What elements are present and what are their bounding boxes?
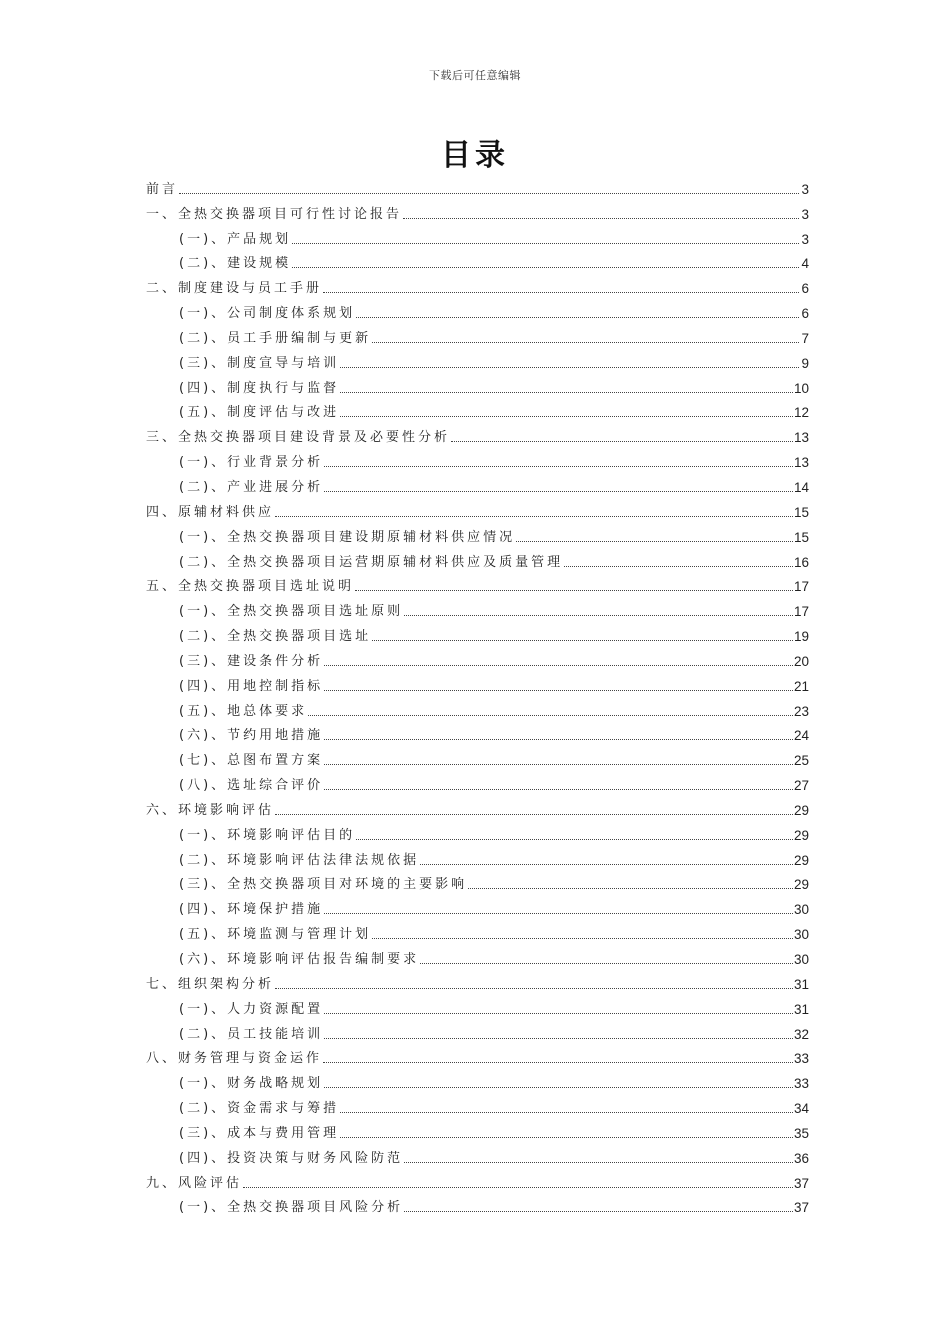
toc-subentry[interactable] (146, 324, 809, 349)
dot-leader (324, 1087, 793, 1088)
dot-leader (243, 1187, 793, 1188)
toc-page-number: 3 (801, 206, 809, 222)
toc-page-number: 31 (793, 1001, 809, 1017)
toc-entry[interactable] (146, 274, 809, 299)
toc-entry-title: 五、全热交换器项目选址说明 (146, 579, 355, 595)
toc-page-number: 24 (793, 728, 809, 744)
toc-subentry[interactable] (146, 548, 809, 573)
toc-page-number: 29 (793, 852, 809, 868)
toc-subentry[interactable] (146, 448, 809, 473)
dot-leader (355, 590, 793, 591)
toc-entry-title: 一、全热交换器项目可行性讨论报告 (146, 206, 403, 222)
dot-leader (404, 1211, 793, 1212)
toc-subentry[interactable] (146, 250, 809, 275)
toc-entry-title: (八)、选址综合评价 (179, 778, 324, 794)
toc-subentry[interactable] (146, 1094, 809, 1119)
toc-page-number: 7 (801, 330, 809, 346)
toc-entry-title: (四)、制度执行与监督 (179, 380, 340, 396)
toc-page-number: 29 (793, 802, 809, 818)
toc-subentry[interactable] (146, 523, 809, 548)
toc-subentry[interactable] (146, 697, 809, 722)
dot-leader (403, 218, 799, 219)
toc-entry-title: (一)、产品规划 (179, 231, 292, 247)
toc-page-number: 37 (793, 1175, 809, 1191)
toc-entry[interactable] (146, 970, 809, 995)
toc-page-number: 35 (793, 1125, 809, 1141)
dot-leader (372, 640, 793, 641)
toc-page-number: 14 (793, 479, 809, 495)
dot-leader (468, 888, 793, 889)
toc-entry[interactable] (146, 200, 809, 225)
dot-leader (292, 267, 799, 268)
toc-page-number: 6 (801, 306, 809, 322)
toc-subentry[interactable] (146, 647, 809, 672)
toc-subentry[interactable] (146, 1069, 809, 1094)
toc-entry[interactable] (146, 573, 809, 598)
dot-leader (516, 541, 793, 542)
toc-entry-title: (四)、投资决策与财务风险防范 (179, 1150, 404, 1166)
toc-entry-title: (二)、资金需求与筹措 (179, 1101, 340, 1117)
toc-page-number: 31 (793, 976, 809, 992)
dot-leader (275, 516, 793, 517)
toc-subentry[interactable] (146, 895, 809, 920)
toc-subentry[interactable] (146, 871, 809, 896)
dot-leader (372, 342, 799, 343)
toc-subentry[interactable] (146, 1144, 809, 1169)
toc-subentry[interactable] (146, 349, 809, 374)
toc-subentry[interactable] (146, 1194, 809, 1219)
dot-leader (340, 392, 793, 393)
toc-page-number: 21 (793, 678, 809, 694)
toc-subentry[interactable] (146, 374, 809, 399)
toc-page-number: 30 (793, 952, 809, 967)
dot-leader (404, 1162, 793, 1163)
toc-page-number: 20 (793, 653, 809, 669)
toc-entry-title: (二)、员工手册编制与更新 (179, 330, 372, 346)
dot-leader (324, 491, 793, 492)
dot-leader (292, 243, 799, 244)
dot-leader (308, 715, 793, 716)
dot-leader (404, 615, 793, 616)
toc-page-number: 12 (793, 405, 809, 421)
toc-page-number: 15 (793, 529, 809, 545)
dot-leader (420, 864, 793, 865)
toc-entry-title: 三、全热交换器项目建设背景及必要性分析 (146, 430, 451, 446)
toc-page-number: 23 (793, 703, 809, 719)
page-title: 目录 (441, 138, 509, 173)
toc-page-number: 16 (793, 554, 809, 570)
toc-subentry[interactable] (146, 945, 809, 970)
toc-entry-title: (三)、建设条件分析 (179, 653, 324, 669)
toc-subentry[interactable] (146, 746, 809, 771)
toc-subentry[interactable] (146, 1020, 809, 1045)
toc-subentry[interactable] (146, 672, 809, 697)
dot-leader (324, 690, 793, 691)
dot-leader (420, 963, 793, 964)
dot-leader (564, 566, 793, 567)
toc-page-number: 17 (793, 604, 809, 620)
toc-page-number: 3 (801, 181, 809, 197)
toc-entry-title: (三)、成本与费用管理 (179, 1125, 340, 1141)
toc-page-number: 6 (801, 281, 809, 297)
toc-entry-title: (一)、全热交换器项目建设期原辅材料供应情况 (179, 529, 516, 545)
toc-subentry[interactable] (146, 1119, 809, 1144)
toc-entry-title: (一)、环境影响评估目的 (179, 827, 356, 843)
dot-leader (324, 665, 793, 666)
toc-entry-title: (六)、环境影响评估报告编制要求 (179, 952, 420, 967)
toc-entry-title: (三)、全热交换器项目对环境的主要影响 (179, 877, 468, 893)
dot-leader (323, 1062, 793, 1063)
toc-subentry[interactable] (146, 771, 809, 796)
toc-entry-title: (一)、人力资源配置 (179, 1001, 324, 1017)
toc-entry-title: (二)、产业进展分析 (179, 479, 324, 495)
toc-page-number: 27 (793, 778, 809, 794)
toc-subentry[interactable] (146, 995, 809, 1020)
dot-leader (340, 367, 799, 368)
dot-leader (324, 764, 793, 765)
toc-entry[interactable] (146, 1169, 809, 1194)
toc-page-number: 13 (793, 455, 809, 471)
dot-leader (356, 317, 799, 318)
toc-entry-title: (一)、财务战略规划 (179, 1076, 324, 1092)
toc-entry[interactable] (146, 796, 809, 821)
dot-leader (324, 1038, 793, 1039)
toc-subentry[interactable] (146, 299, 809, 324)
toc-entry[interactable] (146, 423, 809, 448)
toc-entry-title: 七、组织架构分析 (146, 976, 275, 992)
dot-leader (340, 416, 793, 417)
toc-entry-title: 前言 (146, 181, 179, 197)
toc-page-number: 36 (793, 1150, 809, 1166)
toc-entry-title: (二)、全热交换器项目选址 (179, 629, 372, 645)
toc-entry-title: (一)、全热交换器项目风险分析 (179, 1200, 404, 1216)
toc-subentry[interactable] (146, 920, 809, 945)
toc-entry-title: (五)、制度评估与改进 (179, 405, 340, 421)
dot-leader (340, 1112, 793, 1113)
dot-leader (323, 292, 799, 293)
toc-page-number: 15 (793, 504, 809, 520)
toc-page-number: 4 (801, 256, 809, 272)
toc-entry-title: (一)、行业背景分析 (179, 455, 324, 471)
dot-leader (324, 789, 793, 790)
toc-page-number: 32 (793, 1026, 809, 1042)
dot-leader (179, 193, 799, 194)
toc-page-number: 34 (793, 1101, 809, 1117)
toc-entry-title: 九、风险评估 (146, 1175, 243, 1191)
toc-entry-title: (二)、员工技能培训 (179, 1026, 324, 1042)
toc-entry-title: (四)、用地控制指标 (179, 678, 324, 694)
toc-entry-title: (七)、总图布置方案 (179, 753, 324, 769)
toc-page-number: 3 (801, 231, 809, 247)
toc-page-number: 10 (793, 380, 809, 396)
dot-leader (372, 938, 793, 939)
header-note: 下载后可任意编辑 (429, 69, 521, 82)
toc-page-number: 29 (793, 827, 809, 843)
dot-leader (451, 441, 793, 442)
toc-entry-title: (二)、建设规模 (179, 256, 292, 272)
dot-leader (324, 739, 793, 740)
dot-leader (275, 988, 793, 989)
toc-entry-title: 六、环境影响评估 (146, 802, 275, 818)
dot-leader (324, 466, 793, 467)
dot-leader (324, 1013, 793, 1014)
toc-page-number: 33 (793, 1051, 809, 1067)
toc-page-number: 9 (801, 355, 809, 371)
toc-entry-title: 四、原辅材料供应 (146, 504, 275, 520)
toc-entry[interactable] (146, 1045, 809, 1070)
dot-leader (356, 839, 793, 840)
toc-subentry[interactable] (146, 722, 809, 747)
toc-entry-title: 二、制度建设与员工手册 (146, 281, 323, 297)
toc-entry-title: (一)、公司制度体系规划 (179, 306, 356, 322)
toc-subentry[interactable] (146, 597, 809, 622)
toc-entry-title: (二)、环境影响评估法律法规依据 (179, 852, 420, 868)
toc-entry-title: (一)、全热交换器项目选址原则 (179, 604, 404, 620)
toc-subentry[interactable] (146, 473, 809, 498)
toc-page-number: 37 (793, 1200, 809, 1216)
toc-subentry[interactable] (146, 399, 809, 424)
toc-page-number: 25 (793, 753, 809, 769)
toc-entry-title: 八、财务管理与资金运作 (146, 1051, 323, 1067)
toc-page-number: 19 (793, 629, 809, 645)
toc-page-number: 33 (793, 1076, 809, 1092)
table-of-contents (146, 175, 809, 1218)
dot-leader (340, 1137, 793, 1138)
toc-entry-title: (三)、制度宣导与培训 (179, 355, 340, 371)
toc-page-number: 30 (793, 902, 809, 918)
toc-page-number: 13 (793, 430, 809, 446)
toc-page-number: 17 (793, 579, 809, 595)
toc-entry[interactable] (146, 175, 809, 200)
toc-entry-title: (五)、地总体要求 (179, 703, 308, 719)
toc-entry-title: (六)、节约用地措施 (179, 728, 324, 744)
toc-page-number: 30 (793, 927, 809, 943)
toc-entry-title: (五)、环境监测与管理计划 (179, 927, 372, 943)
toc-entry[interactable] (146, 498, 809, 523)
toc-subentry[interactable] (146, 622, 809, 647)
dot-leader (275, 814, 793, 815)
toc-subentry[interactable] (146, 225, 809, 250)
toc-subentry[interactable] (146, 846, 809, 871)
toc-page-number: 29 (793, 877, 809, 893)
toc-subentry[interactable] (146, 821, 809, 846)
toc-entry-title: (四)、环境保护措施 (179, 902, 324, 918)
toc-entry-title: (二)、全热交换器项目运营期原辅材料供应及质量管理 (179, 554, 564, 570)
dot-leader (324, 913, 793, 914)
